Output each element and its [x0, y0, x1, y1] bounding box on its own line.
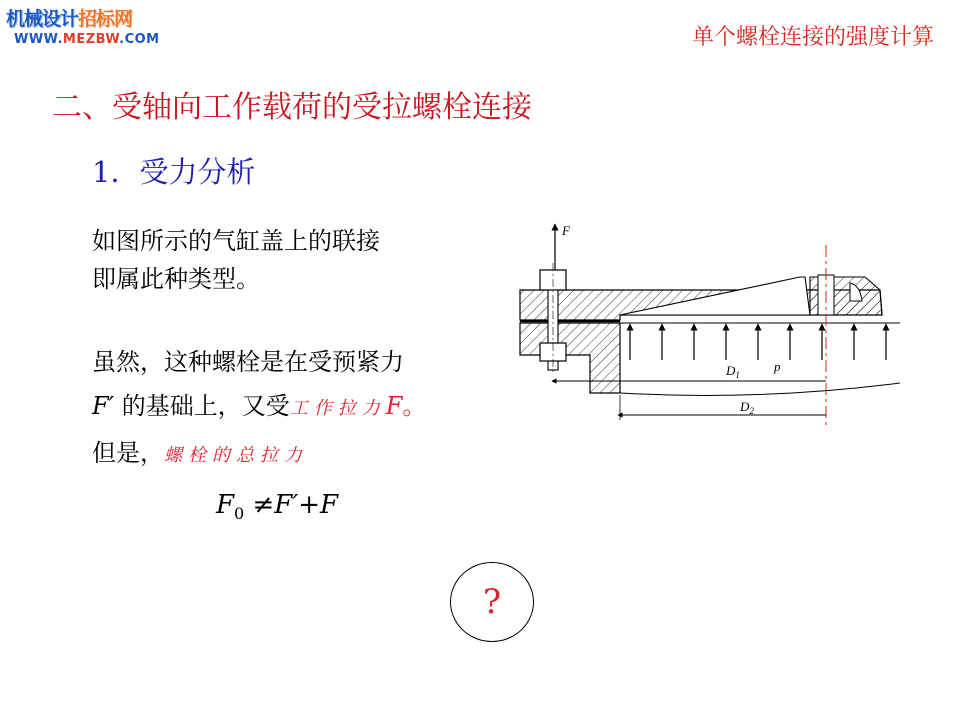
paragraph-intro-line2: 即属此种类型。	[92, 265, 260, 293]
paragraph-explanation	[92, 340, 426, 478]
cylinder-cover-bolt-diagram	[510, 215, 910, 430]
pressure-arrows	[630, 327, 886, 360]
header-title: 单个螺栓连接的强度计算	[691, 25, 934, 50]
label-p: p	[774, 359, 781, 374]
label-D2: $D_2$	[740, 399, 754, 416]
site-logo[interactable]	[6, 4, 160, 54]
logo-url-text: WWW.MEZBW.COM	[14, 32, 160, 47]
section-title: 二、受轴向工作载荷的受拉螺栓连接	[52, 90, 532, 125]
paragraph-explanation-line2: F′ 的基础上，又受工作拉力F。	[92, 392, 427, 420]
paragraph-intro-line1: 如图所示的气缸盖上的联接	[92, 227, 380, 255]
var-F-red: F	[385, 392, 403, 420]
paragraph-intro	[92, 222, 380, 298]
paragraph-explanation-line1: 虽然，这种螺栓是在受预紧力	[92, 348, 404, 376]
logo-cn-text: 机械设计招标网	[6, 8, 133, 30]
label-D1: $D_1$	[726, 363, 740, 380]
question-circle[interactable]: ?	[450, 562, 534, 642]
handwritten-annotation-working-load: 工作拉力	[289, 398, 386, 419]
formula: $F_0 \ne F'+F$	[216, 490, 339, 524]
handwritten-annotation-total-tension: 螺栓的总拉力	[164, 445, 308, 466]
cylinder-wall-break	[620, 383, 900, 395]
var-F-prime: F′	[92, 392, 115, 420]
subsection-title: 1．受力分析	[92, 155, 256, 189]
label-F: F	[562, 223, 570, 238]
cylinder-flange	[520, 323, 620, 393]
paragraph-explanation-line3: 但是，螺栓的总拉力	[92, 439, 308, 467]
